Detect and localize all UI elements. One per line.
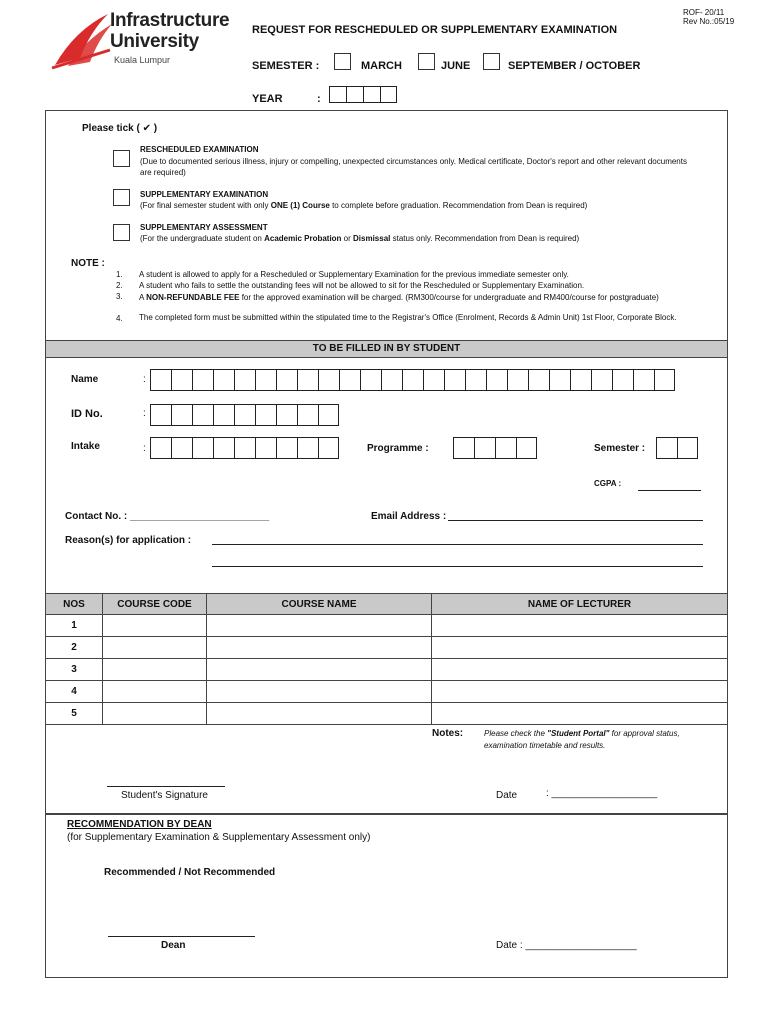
- lecturer-cell[interactable]: [432, 681, 728, 703]
- footer-notes-label: Notes:: [432, 728, 464, 739]
- dean-label: Dean: [161, 940, 186, 951]
- char-box[interactable]: [276, 369, 297, 391]
- row-number: 1: [46, 615, 103, 637]
- recommendation-choice[interactable]: Recommended / Not Recommended: [104, 867, 276, 878]
- char-box[interactable]: [150, 404, 171, 426]
- supplementary-exam-checkbox[interactable]: [113, 189, 130, 206]
- student-section-bar: TO BE FILLED IN BY STUDENT: [45, 340, 728, 358]
- char-box[interactable]: [234, 369, 255, 391]
- char-box[interactable]: [465, 369, 486, 391]
- supplementary-exam-desc: (For final semester student with only ONE (1) Course to complete before graduation. Recommendation from Dean is required): [140, 201, 588, 210]
- char-box[interactable]: [171, 404, 192, 426]
- char-box[interactable]: [656, 437, 677, 459]
- char-box[interactable]: [192, 404, 213, 426]
- march-checkbox[interactable]: [334, 53, 351, 70]
- id-input[interactable]: [150, 404, 339, 426]
- table-row: [46, 637, 728, 659]
- supplementary-assessment-checkbox[interactable]: [113, 224, 130, 241]
- dean-subheading: (for Supplementary Examination & Supplementary Assessment only): [67, 832, 371, 843]
- course-code-cell[interactable]: [103, 703, 207, 725]
- course-name-cell[interactable]: [207, 681, 432, 703]
- form-title: REQUEST FOR RESCHEDULED OR SUPPLEMENTARY EXAMINATION: [252, 24, 618, 36]
- logo-text-line2: University: [110, 31, 199, 52]
- char-box[interactable]: [255, 369, 276, 391]
- supplementary-assessment-title: SUPPLEMENTARY ASSESSMENT: [140, 223, 268, 232]
- programme-input[interactable]: [453, 437, 537, 459]
- char-box[interactable]: [150, 437, 171, 459]
- lecturer-cell[interactable]: [432, 659, 728, 681]
- row-number: 2: [46, 637, 103, 659]
- char-box[interactable]: [276, 404, 297, 426]
- char-box[interactable]: [297, 404, 318, 426]
- char-box[interactable]: [192, 437, 213, 459]
- course-code-cell[interactable]: [103, 637, 207, 659]
- lecturer-cell[interactable]: [432, 703, 728, 725]
- logo-text-line1: Infrastructure: [110, 10, 230, 31]
- course-name-cell[interactable]: [207, 659, 432, 681]
- rev-no: Rev No.:05/19: [683, 17, 735, 26]
- table-row: [46, 681, 728, 703]
- char-box[interactable]: [213, 369, 234, 391]
- note-num: 4.: [116, 314, 123, 323]
- note-label: NOTE :: [71, 258, 105, 269]
- char-box[interactable]: [423, 369, 444, 391]
- char-box[interactable]: [381, 369, 402, 391]
- char-box[interactable]: [171, 369, 192, 391]
- char-box[interactable]: [486, 369, 507, 391]
- intake-input[interactable]: [150, 437, 339, 459]
- ref-code: ROF- 20/11: [683, 8, 725, 17]
- char-box[interactable]: [453, 437, 474, 459]
- lecturer-cell[interactable]: [432, 637, 728, 659]
- char-box[interactable]: [591, 369, 612, 391]
- intake-colon: :: [143, 443, 146, 454]
- char-box[interactable]: [495, 437, 516, 459]
- note-item: A student who fails to settle the outstanding fees will not be allowed to sit for the Rescheduled or Supplementary Examination.: [139, 281, 585, 290]
- id-colon: :: [143, 408, 146, 419]
- semester-input[interactable]: [656, 437, 698, 459]
- note-item: A student is allowed to apply for a Rescheduled or Supplementary Examination for the previous immediate semester only.: [139, 270, 569, 279]
- september-october-checkbox[interactable]: [483, 53, 500, 70]
- char-box[interactable]: [276, 437, 297, 459]
- id-label: ID No.: [71, 408, 103, 420]
- course-name-cell[interactable]: [207, 615, 432, 637]
- table-row: [46, 615, 728, 637]
- supplementary-assessment-desc: (For the undergraduate student on Academic Probation or Dismissal status only. Recommendation from Dean is required): [140, 234, 580, 243]
- march-label: MARCH: [361, 60, 402, 72]
- char-box[interactable]: [213, 437, 234, 459]
- col-header-course-code: COURSE CODE: [103, 594, 207, 615]
- char-box[interactable]: [360, 369, 381, 391]
- course-table: [45, 593, 728, 725]
- char-box[interactable]: [516, 437, 537, 459]
- col-header-course-name: COURSE NAME: [207, 594, 432, 615]
- intake-label: Intake: [71, 441, 100, 452]
- table-row: [46, 659, 728, 681]
- course-code-cell[interactable]: [103, 659, 207, 681]
- char-box[interactable]: [633, 369, 654, 391]
- table-row: [46, 703, 728, 725]
- cgpa-input[interactable]: [638, 480, 701, 491]
- char-box[interactable]: [612, 369, 633, 391]
- footer-notes-text: Please check the "Student Portal" for approval status, examination timetable and results.: [484, 729, 680, 750]
- char-box[interactable]: [318, 369, 339, 391]
- char-box[interactable]: [255, 437, 276, 459]
- char-box[interactable]: [234, 404, 255, 426]
- date-label: Date: [496, 790, 518, 801]
- char-box[interactable]: [213, 404, 234, 426]
- note-item: A NON-REFUNDABLE FEE for the approved examination will be charged. (RM300/course for undergraduate and RM400/course for postgraduate): [139, 293, 659, 302]
- rescheduled-title: RESCHEDULED EXAMINATION: [140, 145, 259, 154]
- june-checkbox[interactable]: [418, 53, 435, 70]
- logo-text-line3: Kuala Lumpur: [114, 55, 171, 65]
- reason-input-line2[interactable]: [212, 555, 703, 567]
- date-input[interactable]: : ___________________: [546, 788, 658, 799]
- email-input[interactable]: [448, 509, 703, 521]
- char-box[interactable]: [297, 437, 318, 459]
- semester-label: SEMESTER :: [252, 60, 320, 72]
- cgpa-label: CGPA :: [594, 479, 622, 488]
- char-box[interactable]: [171, 437, 192, 459]
- semester-field-label: Semester :: [594, 443, 646, 454]
- reason-input-line1[interactable]: [212, 533, 703, 545]
- tick-prompt: Please tick ( ✔ ): [82, 123, 158, 134]
- row-number: 4: [46, 681, 103, 703]
- dean-signature-line[interactable]: [108, 925, 255, 937]
- course-code-cell[interactable]: [103, 681, 207, 703]
- note-item: The completed form must be submitted within the stipulated time to the Registrar's Office (Enrolment, Records & Admin Unit) 1st Floor, Corporate Block.: [139, 313, 677, 322]
- char-box[interactable]: [150, 369, 171, 391]
- char-box[interactable]: [339, 369, 360, 391]
- char-box[interactable]: [318, 437, 339, 459]
- char-box[interactable]: [255, 404, 276, 426]
- september-october-label: SEPTEMBER / OCTOBER: [508, 60, 641, 72]
- char-box[interactable]: [297, 369, 318, 391]
- signature-label: Student's Signature: [121, 790, 208, 801]
- note-num: 3.: [116, 292, 123, 301]
- char-box[interactable]: [234, 437, 255, 459]
- char-box[interactable]: [444, 369, 465, 391]
- char-box[interactable]: [654, 369, 675, 391]
- rescheduled-checkbox[interactable]: [113, 150, 130, 167]
- char-box[interactable]: [570, 369, 591, 391]
- row-number: 5: [46, 703, 103, 725]
- dean-heading: RECOMMENDATION BY DEAN: [67, 819, 212, 830]
- course-table-header: [46, 594, 728, 615]
- char-box[interactable]: [507, 369, 528, 391]
- year-input[interactable]: [329, 86, 397, 103]
- note-num: 1.: [116, 270, 123, 279]
- char-box[interactable]: [528, 369, 549, 391]
- section-divider: [45, 813, 728, 815]
- course-name-cell[interactable]: [207, 703, 432, 725]
- programme-label: Programme :: [367, 443, 429, 454]
- june-label: JUNE: [441, 60, 471, 72]
- name-label: Name: [71, 374, 99, 385]
- char-box[interactable]: [677, 437, 698, 459]
- col-header-nos: NOS: [46, 594, 103, 615]
- char-box[interactable]: [192, 369, 213, 391]
- row-number: 3: [46, 659, 103, 681]
- char-box[interactable]: [318, 404, 339, 426]
- course-name-cell[interactable]: [207, 637, 432, 659]
- contact-label[interactable]: Contact No. : _________________________: [65, 511, 270, 522]
- rescheduled-desc: (Due to documented serious illness, injury or compelling, unexpected circumstances only. Medical certificate, Doctor's report and other relevant documents are required): [140, 157, 687, 177]
- supplementary-exam-title: SUPPLEMENTARY EXAMINATION: [140, 190, 269, 199]
- year-label: YEAR: [252, 93, 283, 105]
- col-header-lecturer: NAME OF LECTURER: [432, 594, 728, 615]
- dean-date-input[interactable]: Date : ____________________: [496, 940, 637, 951]
- char-box[interactable]: [474, 437, 495, 459]
- signature-line[interactable]: [107, 775, 225, 787]
- email-label: Email Address :: [371, 511, 447, 522]
- name-input[interactable]: [150, 369, 675, 391]
- reason-label: Reason(s) for application :: [65, 535, 192, 546]
- note-num: 2.: [116, 281, 123, 290]
- course-code-cell[interactable]: [103, 615, 207, 637]
- name-colon: :: [143, 374, 146, 385]
- lecturer-cell[interactable]: [432, 615, 728, 637]
- year-colon: :: [317, 93, 321, 105]
- char-box[interactable]: [549, 369, 570, 391]
- char-box[interactable]: [402, 369, 423, 391]
